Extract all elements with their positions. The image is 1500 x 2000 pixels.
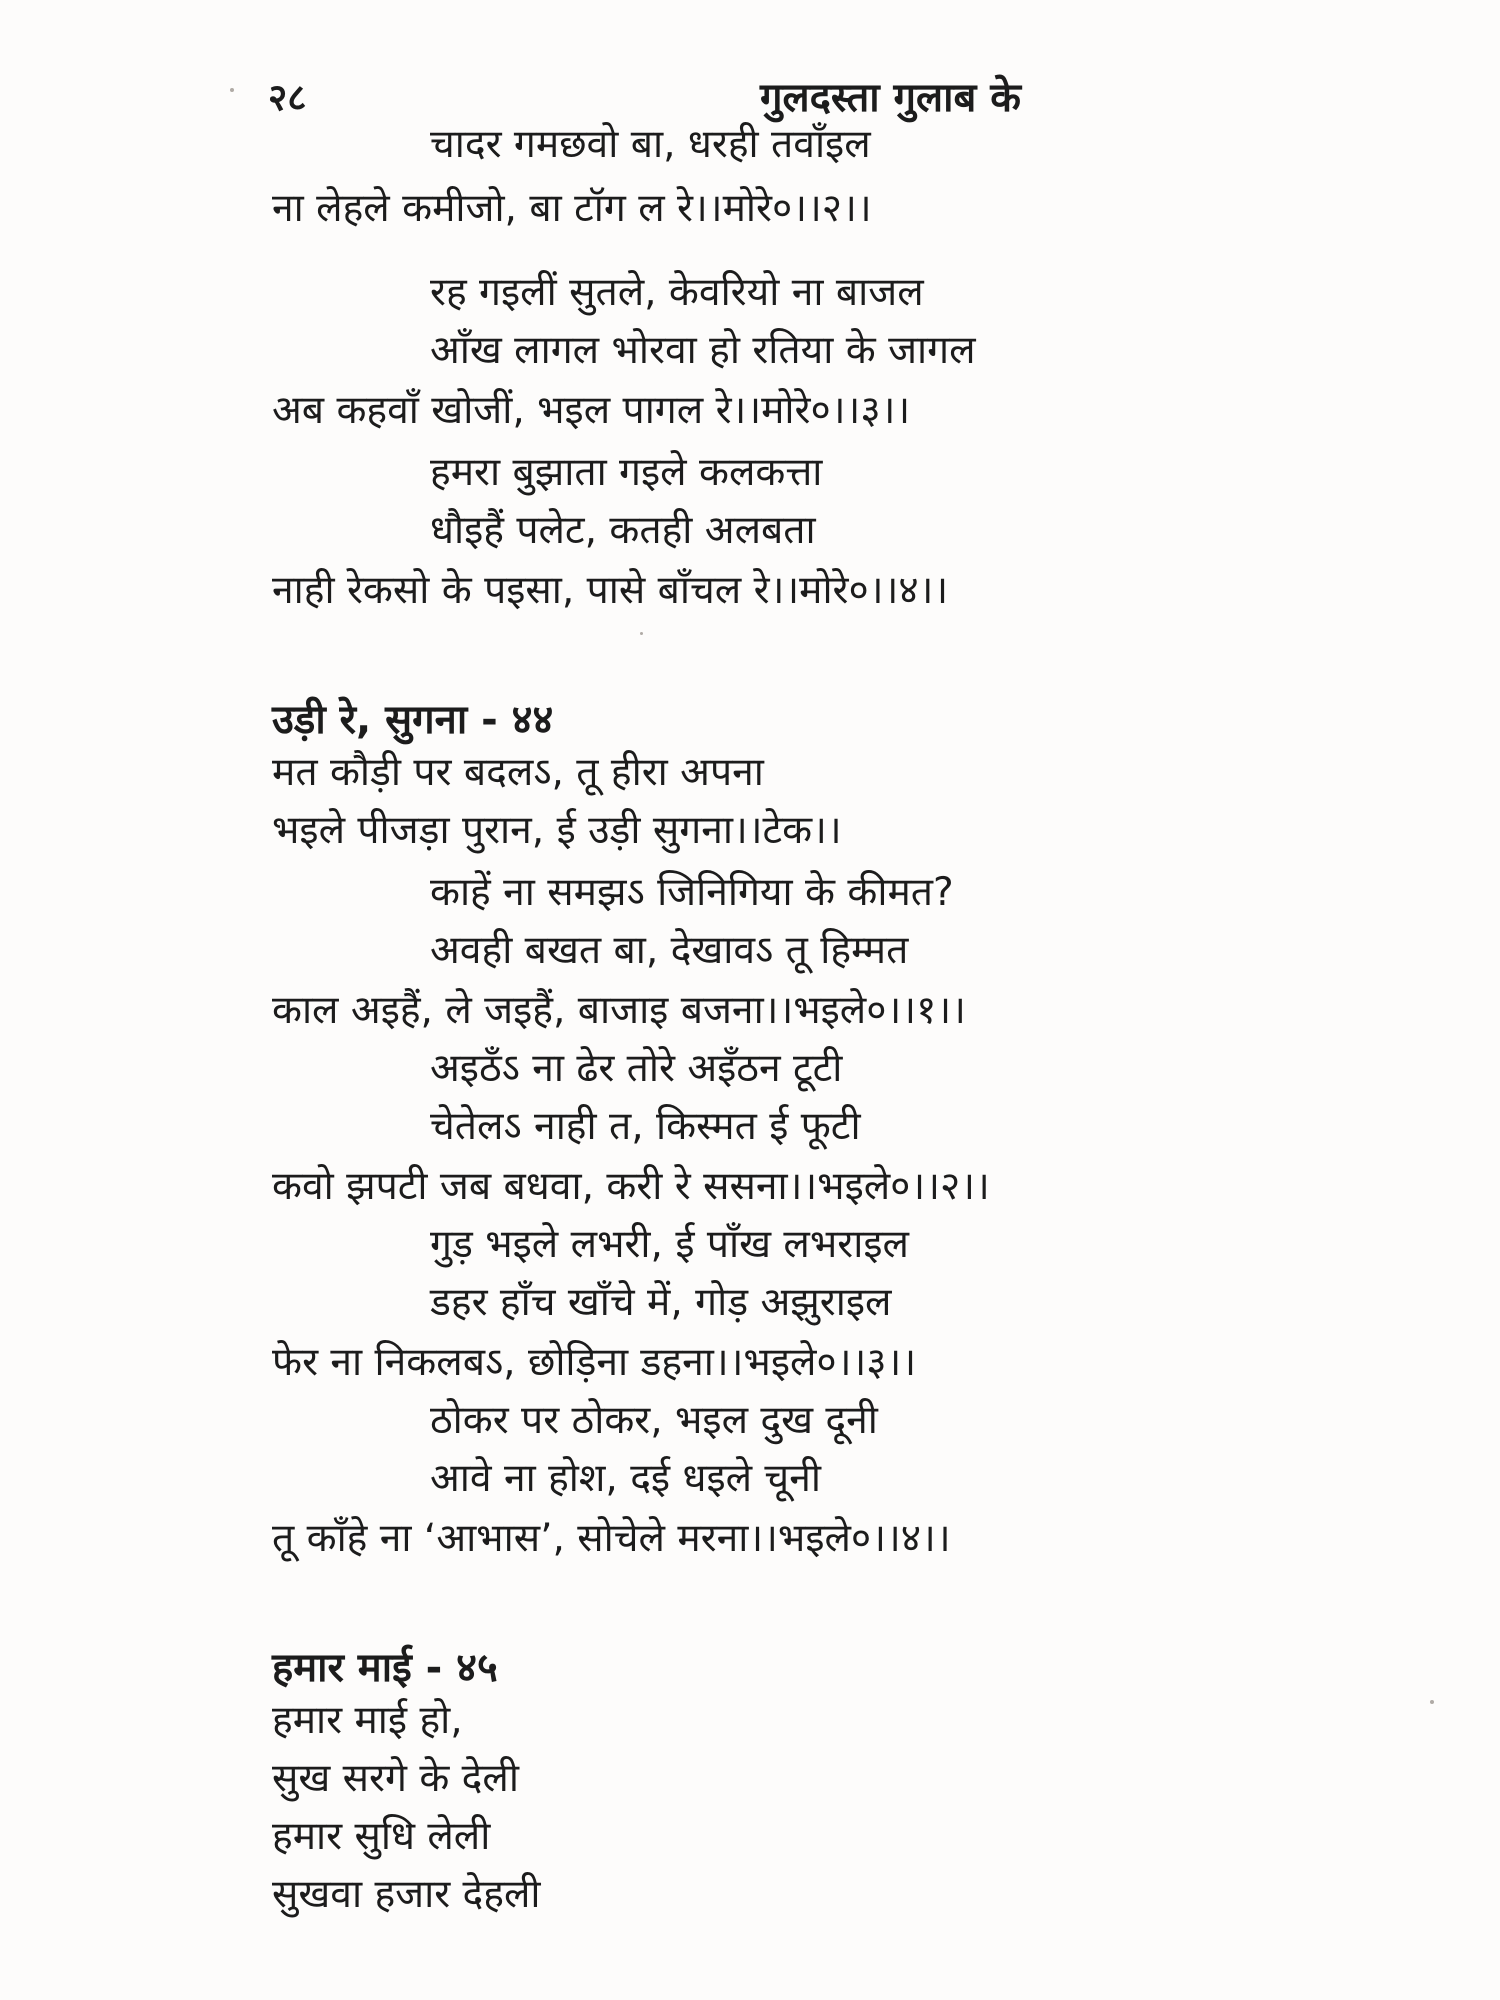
verse-line: अइठँऽ ना ढेर तोरे अइँठन टूटी: [430, 1046, 843, 1091]
scan-speck: [1430, 1700, 1434, 1704]
scan-speck: [230, 88, 234, 92]
verse-line: चादर गमछवो बा, धरही तवाँइल: [430, 122, 871, 167]
refrain-line: फेर ना निकलबऽ, छोड़िना डहना।।भइले०।।३।।: [272, 1340, 917, 1385]
verse-line: ठोकर पर ठोकर, भइल दुख दूनी: [430, 1398, 878, 1443]
verse-line: मत कौड़ी पर बदलऽ, तू हीरा अपना: [272, 750, 764, 795]
song-title: उड़ी रे, सुगना - ४४: [272, 697, 554, 743]
verse-line: चेतेलऽ नाही त, किस्मत ई फूटी: [430, 1104, 861, 1149]
verse-line: रह गइलीं सुतले, केवरियो ना बाजल: [430, 270, 924, 315]
song-title: हमार माई - ४५: [272, 1645, 498, 1691]
refrain-line: तू काँहे ना ‘आभास’, सोचेले मरना।।भइले०।।४।।: [272, 1516, 951, 1561]
refrain-line: काल अइहैं, ले जइहैं, बाजाइ बजना।।भइले०।।१।।: [272, 988, 966, 1033]
verse-line: सुख सरगे के देली: [272, 1756, 519, 1801]
refrain-line: भइले पीजड़ा पुरान, ई उड़ी सुगना।।टेक।।: [272, 808, 842, 853]
verse-line: आवे ना होश, दई धइले चूनी: [430, 1456, 821, 1501]
verse-line: हमार सुधि लेली: [272, 1814, 491, 1859]
verse-line: डहर हाँच खाँचे में, गोड़ अझुराइल: [430, 1280, 892, 1325]
verse-line: हमरा बुझाता गइले कलकत्ता: [430, 450, 823, 495]
refrain-line: अब कहवाँ खोजीं, भइल पागल रे।।मोरे०।।३।।: [272, 388, 911, 433]
scan-speck: [640, 632, 643, 635]
verse-line: आँख लागल भोरवा हो रतिया के जागल: [430, 328, 976, 373]
refrain-line: नाही रेकसो के पइसा, पासे बाँचल रे।।मोरे०।।४।।: [272, 568, 949, 613]
verse-line: अवही बखत बा, देखावऽ तू हिम्मत: [430, 928, 909, 973]
verse-line: धौइहैं पलेट, कतही अलबता: [430, 508, 816, 553]
verse-line: काहें ना समझऽ जिनिगिया के कीमत?: [430, 870, 954, 915]
verse-line: गुड़ भइले लभरी, ई पाँख लभराइल: [430, 1222, 909, 1267]
verse-line: हमार माई हो,: [272, 1698, 463, 1743]
page-number: २८: [268, 76, 307, 119]
running-header-title: गुलदस्ता गुलाब के: [760, 75, 1022, 121]
verse-line: सुखवा हजार देहली: [272, 1872, 541, 1917]
refrain-line: ना लेहले कमीजो, बा टॉग ल रे।।मोरे०।।२।।: [272, 186, 872, 231]
refrain-line: कवो झपटी जब बधवा, करी रे ससना।।भइले०।।२।।: [272, 1164, 990, 1209]
